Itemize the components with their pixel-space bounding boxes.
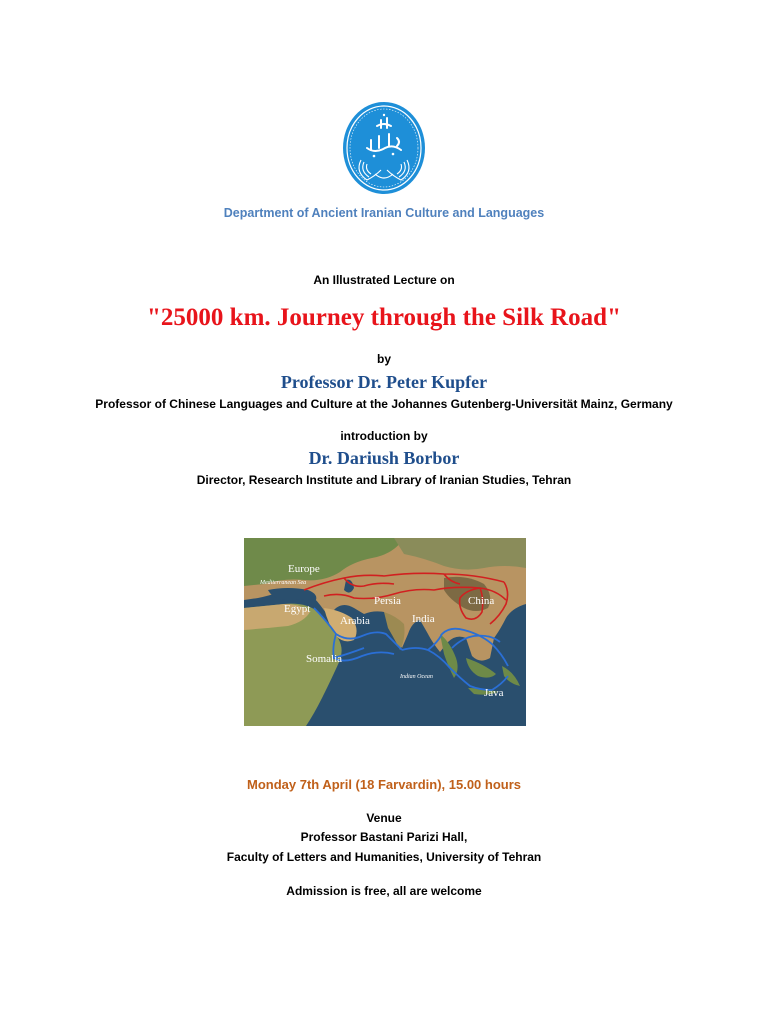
introducer-affiliation: Director, Research Institute and Library of Iranian Studies, Tehran: [196, 473, 572, 487]
map-label-europe: Europe: [288, 563, 320, 575]
speaker-affiliation: Professor of Chinese Languages and Culture at the Johannes Gutenberg-Universität Mainz, Germany: [95, 397, 673, 411]
department-name: Department of Ancient Iranian Culture and Languages: [223, 206, 545, 220]
university-logo: [341, 100, 427, 196]
lecture-intro: An Illustrated Lecture on: [313, 273, 455, 287]
silk-road-map: [244, 538, 526, 726]
map-label-somalia: Somalia: [306, 653, 343, 665]
map-label-persia: Persia: [374, 595, 401, 607]
map-label-egypt: Egypt: [284, 603, 311, 615]
map-label-india: India: [412, 613, 435, 625]
map-label-indian-ocean: Indian Ocean: [400, 674, 433, 680]
map-label-mediterranean: Mediterranean Sea: [260, 580, 307, 586]
introduction-label: introduction by: [340, 429, 428, 443]
map-label-java: Java: [484, 687, 504, 699]
event-date: Monday 7th April (18 Farvardin), 15.00 hours: [246, 777, 522, 792]
lecture-title: "25000 km. Journey through the Silk Road": [147, 304, 621, 331]
university-seal-icon: [341, 100, 427, 196]
speaker-name: Professor Dr. Peter Kupfer: [280, 372, 488, 392]
venue-label: Venue: [366, 811, 402, 825]
admission-note: Admission is free, all are welcome: [286, 884, 482, 898]
introducer-name: Dr. Dariush Borbor: [308, 448, 460, 468]
map-label-china: China: [468, 595, 495, 607]
map-label-arabia: Arabia: [340, 615, 370, 627]
venue-faculty: Faculty of Letters and Humanities, University of Tehran: [226, 850, 542, 864]
by-label: by: [376, 352, 391, 366]
silk-road-map-image: [244, 538, 526, 726]
venue-hall: Professor Bastani Parizi Hall,: [300, 830, 468, 844]
